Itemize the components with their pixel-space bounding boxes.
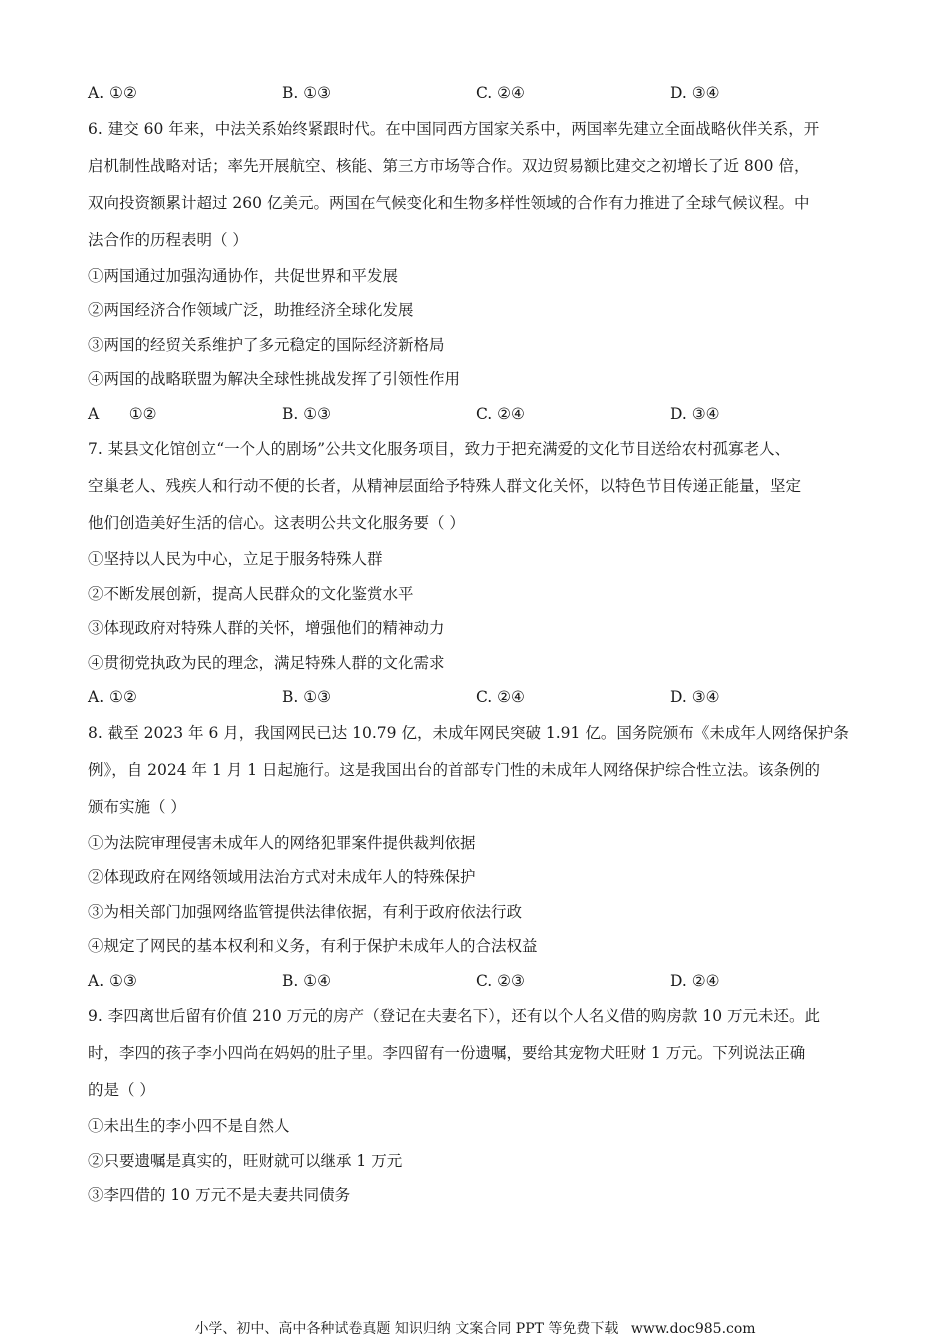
q8-stem-line: 颁布实施（ ）	[88, 797, 186, 816]
q6-option: ②两国经济合作领域广泛，助推经济全球化发展	[88, 301, 414, 319]
q9-stem-line: 时，李四的孩子李小四尚在妈妈的肚子里。李四留有一份遗嘱，要给其宠物犬旺财 1 万元。下列说法正确	[88, 1044, 806, 1062]
q5-choice-b: B. ①③	[282, 84, 332, 102]
q5-choice-d: D. ③④	[670, 84, 720, 102]
footer-link[interactable]: www.doc985.com	[630, 1321, 756, 1337]
q7-choice-a: A. ①②	[88, 688, 137, 706]
q8-choice-c: C. ②③	[476, 971, 525, 990]
q8-option: ①为法院审理侵害未成年人的网络犯罪案件提供裁判依据	[88, 833, 476, 852]
q6-choice-d: D. ③④	[670, 404, 720, 423]
q6-stem-line: 启机制性战略对话；率先开展航空、核能、第三方市场等合作。双边贸易额比建交之初增长了近 800 倍，	[88, 156, 810, 175]
q9-option: ②只要遗嘱是真实的，旺财就可以继承 1 万元	[88, 1151, 403, 1170]
q5-choice-a: A. ①②	[88, 84, 137, 102]
q6-stem-line: 法合作的历程表明（ ）	[88, 230, 248, 249]
q6-choices	[88, 397, 866, 432]
question-9	[88, 998, 866, 1213]
q9-option: ①未出生的李小四不是自然人	[88, 1117, 290, 1135]
q8-choices	[88, 964, 866, 999]
q8-choice-d: D. ②④	[670, 971, 720, 990]
q6-stem-line: 6. 建交 60 年来，中法关系始终紧跟时代。在中国同西方国家关系中，两国率先建立全面战略伙伴关系，开	[88, 119, 820, 138]
q7-option: ③体现政府对特殊人群的关怀，增强他们的精神动力	[88, 619, 445, 637]
q8-choice-b: B. ①④	[282, 971, 332, 990]
q8-choice-a: A. ①③	[88, 971, 137, 990]
q8-stem-line: 例》，自 2024 年 1 月 1 日起施行。这是我国出台的首部专门性的未成年人网络保护综合性立法。该条例的	[88, 760, 820, 779]
footer-text: 小学、初中、高中各种试卷真题 知识归纳 文案合同 PPT 等免费下载	[194, 1321, 619, 1337]
q7-choices	[88, 680, 866, 715]
q7-choice-d: D. ③④	[670, 688, 720, 706]
q6-stem-line: 双向投资额累计超过 260 亿美元。两国在气候变化和生物多样性领域的合作有力推进了全球气候议程。中	[88, 193, 810, 212]
q8-option: ②体现政府在网络领域用法治方式对未成年人的特殊保护	[88, 868, 476, 886]
q8-stem-line: 8. 截至 2023 年 6 月，我国网民已达 10.79 亿，未成年网民突破 1.91 亿。国务院颁布《未成年人网络保护条	[88, 723, 849, 742]
q7-option: ④贯彻党执政为民的理念，满足特殊人群的文化需求	[88, 653, 445, 672]
question-content	[88, 76, 866, 1213]
page-footer	[0, 1318, 950, 1338]
q7-choice-c: C. ②④	[476, 688, 525, 706]
q5-choice-c: C. ②④	[476, 84, 525, 102]
question-7	[88, 431, 866, 715]
q7-stem-line: 7. 某县文化馆创立“一个人的剧场”公共文化服务项目，致力于把充满爱的文化节目送给农村孤寡老人、	[88, 440, 791, 458]
q9-option: ③李四借的 10 万元不是夫妻共同债务	[88, 1186, 351, 1204]
question-8	[88, 715, 866, 999]
q6-choice-b: B. ①③	[282, 404, 332, 423]
q8-option: ④规定了网民的基本权利和义务，有利于保护未成年人的合法权益	[88, 937, 538, 955]
q5-choices	[88, 76, 866, 111]
q7-stem-line: 空巢老人、残疾人和行动不便的长者，从精神层面给予特殊人群文化关怀，以特色节目传递正能量，坚定	[88, 477, 802, 495]
q7-stem-line: 他们创造美好生活的信心。这表明公共文化服务要（ ）	[88, 514, 465, 532]
question-6	[88, 111, 866, 432]
q9-stem-line: 9. 李四离世后留有价值 210 万元的房产（登记在夫妻名下），还有以个人名义借的购房款 10 万元未还。此	[88, 1007, 820, 1025]
q6-option: ④两国的战略联盟为解决全球性挑战发挥了引领性作用	[88, 370, 461, 388]
q6-choice-a: A ①②	[88, 404, 157, 423]
q9-stem-line: 的是（ ）	[88, 1081, 155, 1099]
q7-option: ②不断发展创新，提高人民群众的文化鉴赏水平	[88, 584, 414, 603]
q6-option: ①两国通过加强沟通协作，共促世界和平发展	[88, 266, 399, 285]
q7-option: ①坚持以人民为中心，立足于服务特殊人群	[88, 550, 383, 568]
q8-option: ③为相关部门加强网络监管提供法律依据，有利于政府依法行政	[88, 902, 523, 921]
q7-choice-b: B. ①③	[282, 688, 332, 706]
q6-option: ③两国的经贸关系维护了多元稳定的国际经济新格局	[88, 335, 445, 354]
q6-choice-c: C. ②④	[476, 404, 525, 423]
